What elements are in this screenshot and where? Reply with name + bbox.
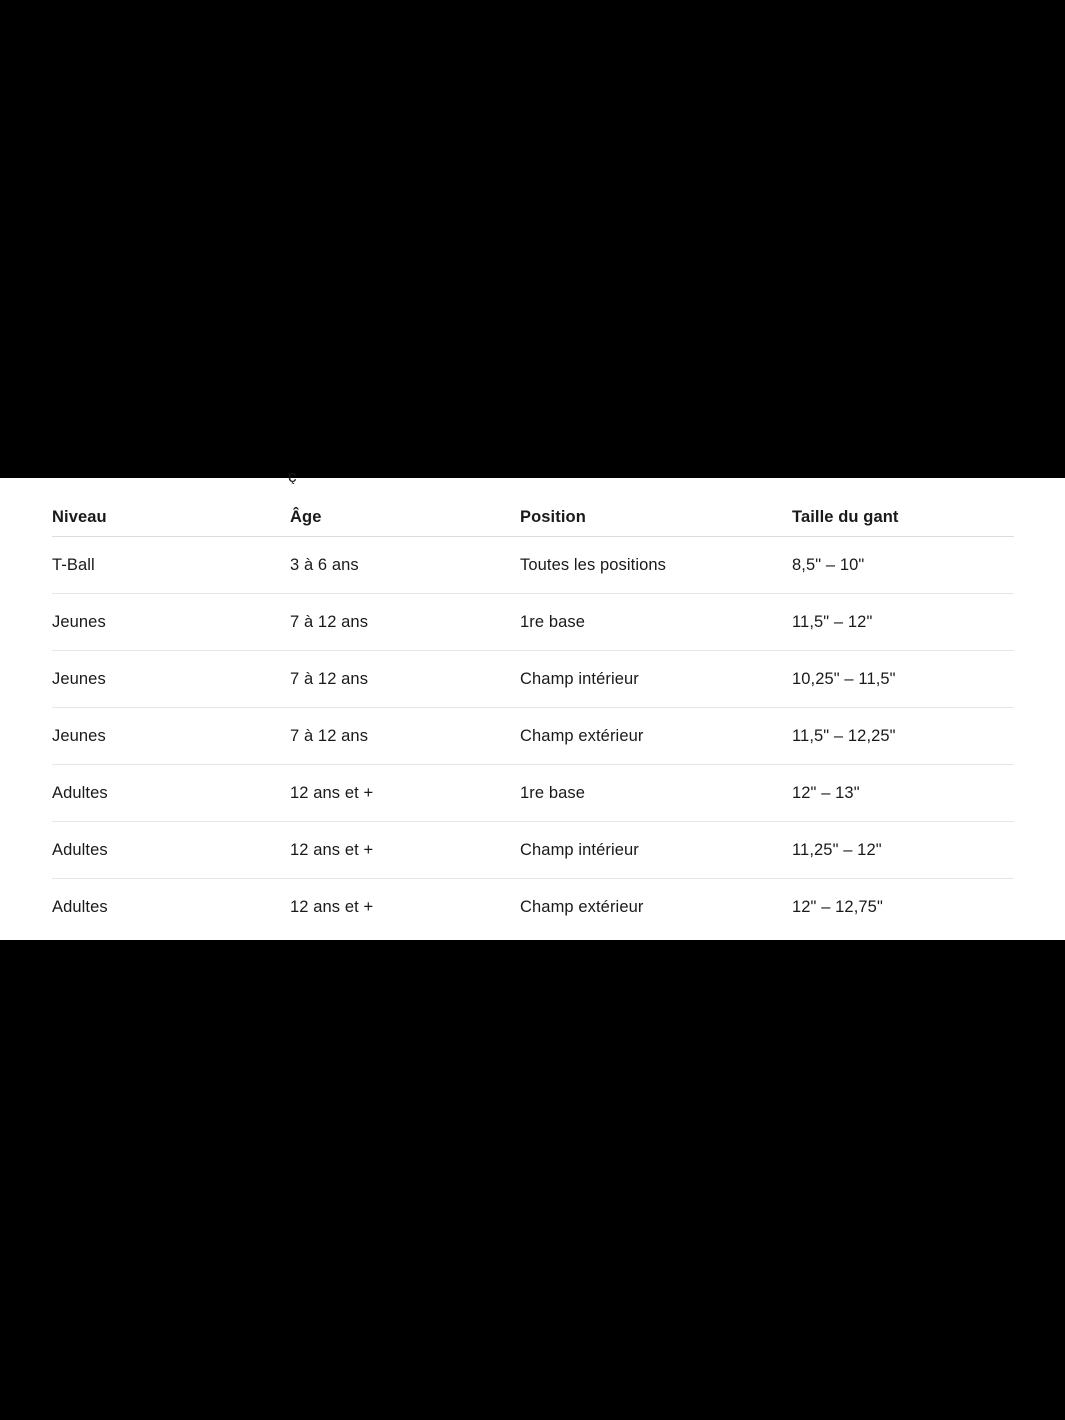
glove-size-table-container xyxy=(52,498,1014,935)
cell-niveau: Jeunes xyxy=(52,651,290,708)
bottom-letterbox xyxy=(0,940,1065,1420)
table-row xyxy=(52,822,1014,879)
cell-taille: 10,25" – 11,5" xyxy=(792,651,1014,708)
cell-taille: 11,25" – 12" xyxy=(792,822,1014,879)
cell-niveau: Jeunes xyxy=(52,708,290,765)
cell-position: 1re base xyxy=(520,594,792,651)
top-letterbox xyxy=(0,0,1065,478)
cell-age: 12 ans et + xyxy=(290,898,374,916)
column-header-position: Position xyxy=(520,498,792,537)
cell-taille: 8,5" – 10" xyxy=(792,537,1014,594)
cell-niveau: Adultes xyxy=(52,822,290,879)
table-row xyxy=(52,879,1014,936)
column-header-age: Âge xyxy=(290,498,520,537)
cell-position: Toutes les positions xyxy=(520,537,792,594)
cell-age: 12 ans et + xyxy=(290,822,520,879)
column-header-niveau: Niveau xyxy=(52,498,290,537)
document-sheet xyxy=(0,470,1065,940)
table-row xyxy=(52,537,1014,594)
table-row xyxy=(52,594,1014,651)
cell-age: 7 à 12 ans xyxy=(290,708,520,765)
cell-position: Champ extérieur xyxy=(520,898,644,916)
table-header xyxy=(52,498,1014,537)
table-row xyxy=(52,765,1014,822)
cell-age: 12 ans et + xyxy=(290,765,520,822)
cell-position: Champ extérieur xyxy=(520,708,792,765)
cell-age: 7 à 12 ans xyxy=(290,594,520,651)
table-row xyxy=(52,651,1014,708)
glove-size-table xyxy=(52,498,1014,935)
clipped-text-fragment: ç xyxy=(288,470,297,484)
table-header-row xyxy=(52,498,1014,537)
cell-position: Champ intérieur xyxy=(520,651,792,708)
cell-taille: 11,5" – 12" xyxy=(792,594,1014,651)
table-body xyxy=(52,537,1014,936)
cell-taille: 12" – 12,75" xyxy=(792,898,883,916)
cell-niveau: Adultes xyxy=(52,898,108,916)
column-header-taille-du-gant: Taille du gant xyxy=(792,498,1014,537)
table-row xyxy=(52,708,1014,765)
cell-age: 3 à 6 ans xyxy=(290,537,520,594)
cell-niveau: Adultes xyxy=(52,765,290,822)
cell-position: Champ intérieur xyxy=(520,822,792,879)
cell-taille: 11,5" – 12,25" xyxy=(792,708,1014,765)
cell-niveau: Jeunes xyxy=(52,594,290,651)
cell-age: 7 à 12 ans xyxy=(290,651,520,708)
cell-position: 1re base xyxy=(520,765,792,822)
cell-taille: 12" – 13" xyxy=(792,765,1014,822)
cell-niveau: T-Ball xyxy=(52,537,290,594)
